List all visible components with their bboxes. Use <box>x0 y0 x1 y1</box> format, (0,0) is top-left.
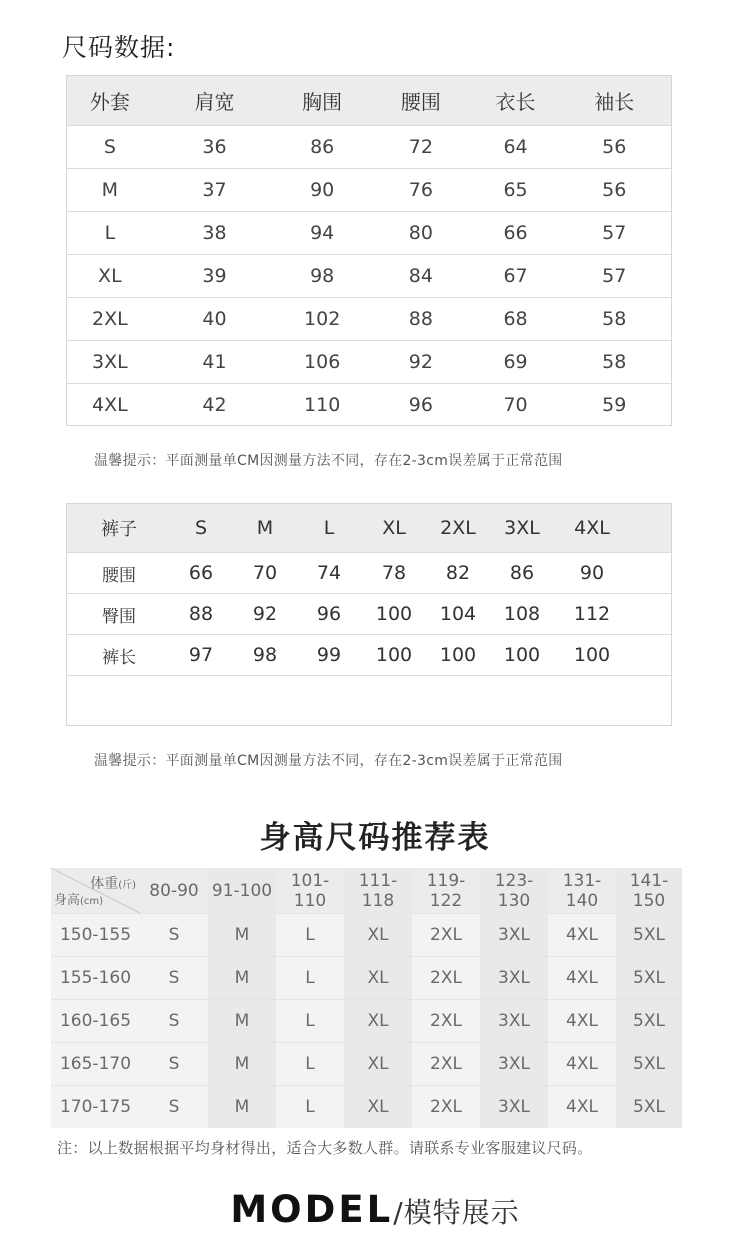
value-cell: 66 <box>188 562 214 584</box>
weight-range: 123-130 <box>480 868 548 913</box>
value-cell: 84 <box>408 265 433 287</box>
corner-cell <box>51 868 140 913</box>
size-cell: 2XL <box>430 968 462 988</box>
value-cell: 99 <box>316 644 342 666</box>
value-cell: 82 <box>445 562 471 584</box>
table-row <box>67 168 671 211</box>
weight-range: 101-110 <box>290 870 330 911</box>
value-cell: 92 <box>408 351 433 373</box>
value-cell: 59 <box>602 394 627 416</box>
value-cell: 58 <box>602 351 627 373</box>
value-cell: 58 <box>602 308 627 330</box>
value-cell: 66 <box>503 222 528 244</box>
size-cell: M <box>208 1086 276 1128</box>
value-cell: 88 <box>408 308 433 330</box>
row-label: 臀围 <box>102 606 136 627</box>
value-cell: 100 <box>573 644 611 666</box>
table-row <box>67 593 671 634</box>
value-cell: 88 <box>188 603 214 625</box>
header-cell: 袖长 <box>594 90 635 114</box>
height-unit: (cm) <box>80 896 104 907</box>
value-cell: 86 <box>509 562 535 584</box>
value-cell: 98 <box>252 644 278 666</box>
size-cell: 2XL <box>430 1054 462 1074</box>
header-cell: 肩宽 <box>194 90 235 114</box>
value-cell: 41 <box>202 351 227 373</box>
value-cell: 96 <box>408 394 433 416</box>
size-cell: M <box>101 179 119 201</box>
row-label: 裤长 <box>102 647 136 668</box>
size-cell: 3XL <box>480 1000 548 1042</box>
pants-size-table <box>66 503 672 726</box>
table-row <box>67 125 671 168</box>
height-range: 160-165 <box>59 1011 132 1031</box>
value-cell: 97 <box>188 644 214 666</box>
size-cell: 4XL <box>566 925 598 945</box>
empty-row <box>67 675 671 725</box>
size-cell: S <box>103 136 116 158</box>
value-cell: 67 <box>503 265 528 287</box>
size-cell: S <box>168 1054 180 1074</box>
table-header-row <box>51 868 682 913</box>
size-cell: 3XL <box>480 1043 548 1085</box>
value-cell: 69 <box>503 351 528 373</box>
weight-range: 141-150 <box>616 868 682 913</box>
table-row <box>67 297 671 340</box>
value-cell: 64 <box>503 136 528 158</box>
value-cell: 65 <box>503 179 528 201</box>
size-cell: 5XL <box>616 957 682 999</box>
size-cell: S <box>168 1011 180 1031</box>
value-cell: 98 <box>310 265 335 287</box>
value-cell: 57 <box>602 222 627 244</box>
size-cell: L <box>305 1054 315 1074</box>
measurement-tip: 温馨提示：平面测量单CM因测量方法不同，存在2-3cm误差属于正常范围 <box>94 753 563 769</box>
size-cell: 2XL <box>92 308 128 330</box>
value-cell: 92 <box>252 603 278 625</box>
size-data-title: 尺码数据: <box>62 33 176 62</box>
measurement-tip: 温馨提示：平面测量单CM因测量方法不同，存在2-3cm误差属于正常范围 <box>94 453 563 469</box>
table-row <box>67 383 671 426</box>
size-cell: 2XL <box>430 1097 462 1117</box>
height-range: 155-160 <box>59 968 132 988</box>
value-cell: 76 <box>408 179 433 201</box>
size-cell: L <box>305 1097 315 1117</box>
size-cell: XL <box>344 914 412 956</box>
header-cell: 4XL <box>574 517 610 539</box>
weight-range: 111-118 <box>344 868 412 913</box>
value-cell: 78 <box>381 562 407 584</box>
size-cell: M <box>208 914 276 956</box>
size-cell: 5XL <box>616 914 682 956</box>
table-row <box>51 913 682 956</box>
header-cell: S <box>194 517 208 539</box>
size-cell: 4XL <box>92 394 128 416</box>
value-cell: 106 <box>304 351 341 373</box>
value-cell: 108 <box>503 603 541 625</box>
value-cell: 112 <box>573 603 611 625</box>
size-cell: 5XL <box>616 1043 682 1085</box>
weight-range: 119-122 <box>426 870 466 911</box>
table-row <box>51 1042 682 1085</box>
value-cell: 56 <box>602 136 627 158</box>
model-heading <box>0 1188 750 1231</box>
size-cell: 4XL <box>566 968 598 988</box>
value-cell: 70 <box>503 394 528 416</box>
header-cell: 外套 <box>89 90 130 114</box>
value-cell: 94 <box>310 222 335 244</box>
table-row <box>51 956 682 999</box>
model-title: MODEL <box>230 1188 394 1231</box>
size-cell: L <box>305 968 315 988</box>
size-cell: 4XL <box>566 1097 598 1117</box>
header-cell: 腰围 <box>400 90 441 114</box>
value-cell: 38 <box>202 222 227 244</box>
height-label-text: 身高 <box>54 893 81 908</box>
size-cell: S <box>168 1097 180 1117</box>
size-cell: L <box>104 222 116 244</box>
value-cell: 40 <box>202 308 227 330</box>
header-cell: 裤子 <box>101 519 137 540</box>
value-cell: 100 <box>439 644 477 666</box>
value-cell: 90 <box>579 562 605 584</box>
size-cell: 4XL <box>566 1011 598 1031</box>
recommend-table <box>51 868 682 1128</box>
table-header-row <box>67 76 671 125</box>
size-cell: XL <box>344 957 412 999</box>
footnote: 注：以上数据根据平均身材得出，适合大多数人群。请联系专业客服建议尺码。 <box>57 1139 593 1157</box>
header-cell: M <box>256 517 274 539</box>
weight-range: 80-90 <box>149 880 199 901</box>
size-cell: XL <box>344 1000 412 1042</box>
value-cell: 90 <box>310 179 335 201</box>
size-cell: M <box>208 957 276 999</box>
header-cell: 胸围 <box>302 90 343 114</box>
height-range: 170-175 <box>59 1097 132 1117</box>
table-row <box>51 999 682 1042</box>
weight-range: 91-100 <box>208 868 276 913</box>
size-cell: XL <box>344 1043 412 1085</box>
size-cell: M <box>208 1000 276 1042</box>
table-row <box>67 254 671 297</box>
table-header-row <box>67 504 671 552</box>
table-row <box>67 340 671 383</box>
header-cell: 3XL <box>504 517 540 539</box>
size-cell: 3XL <box>92 351 128 373</box>
model-subtitle: /模特展示 <box>393 1196 520 1229</box>
value-cell: 102 <box>304 308 341 330</box>
size-cell: L <box>305 925 315 945</box>
size-cell: XL <box>344 1086 412 1128</box>
value-cell: 72 <box>408 136 433 158</box>
size-cell: 2XL <box>430 1011 462 1031</box>
value-cell: 100 <box>503 644 541 666</box>
row-label: 腰围 <box>102 565 136 586</box>
height-range: 165-170 <box>59 1054 132 1074</box>
size-cell: 4XL <box>566 1054 598 1074</box>
value-cell: 68 <box>503 308 528 330</box>
value-cell: 86 <box>310 136 335 158</box>
table-row <box>67 634 671 675</box>
size-cell: 5XL <box>616 1086 682 1128</box>
size-cell: 3XL <box>480 957 548 999</box>
value-cell: 56 <box>602 179 627 201</box>
weight-label-text: 体重 <box>90 876 119 892</box>
size-cell: XL <box>98 265 122 287</box>
height-label <box>54 889 103 908</box>
value-cell: 110 <box>304 394 341 416</box>
value-cell: 100 <box>375 603 413 625</box>
header-cell: 衣长 <box>495 90 536 114</box>
header-cell: XL <box>382 517 406 539</box>
size-cell: S <box>168 925 180 945</box>
size-cell: 3XL <box>480 1086 548 1128</box>
header-cell: 2XL <box>440 517 476 539</box>
value-cell: 36 <box>202 136 227 158</box>
size-cell: 2XL <box>430 925 462 945</box>
size-cell: S <box>168 968 180 988</box>
value-cell: 42 <box>202 394 227 416</box>
value-cell: 100 <box>375 644 413 666</box>
size-cell: M <box>208 1043 276 1085</box>
value-cell: 74 <box>316 562 342 584</box>
recommend-title: 身高尺码推荐表 <box>259 820 491 856</box>
value-cell: 37 <box>202 179 227 201</box>
jacket-size-table <box>66 75 672 426</box>
header-cell: L <box>323 517 335 539</box>
weight-range: 131-140 <box>562 870 602 911</box>
size-cell: 5XL <box>616 1000 682 1042</box>
size-cell: 3XL <box>480 914 548 956</box>
table-row <box>67 211 671 254</box>
value-cell: 57 <box>602 265 627 287</box>
table-row <box>51 1085 682 1128</box>
value-cell: 70 <box>252 562 278 584</box>
value-cell: 104 <box>439 603 477 625</box>
table-row <box>67 552 671 593</box>
value-cell: 39 <box>202 265 227 287</box>
height-range: 150-155 <box>59 925 132 945</box>
value-cell: 80 <box>408 222 433 244</box>
weight-unit: (斤) <box>118 880 136 891</box>
value-cell: 96 <box>316 603 342 625</box>
size-cell: L <box>305 1011 315 1031</box>
